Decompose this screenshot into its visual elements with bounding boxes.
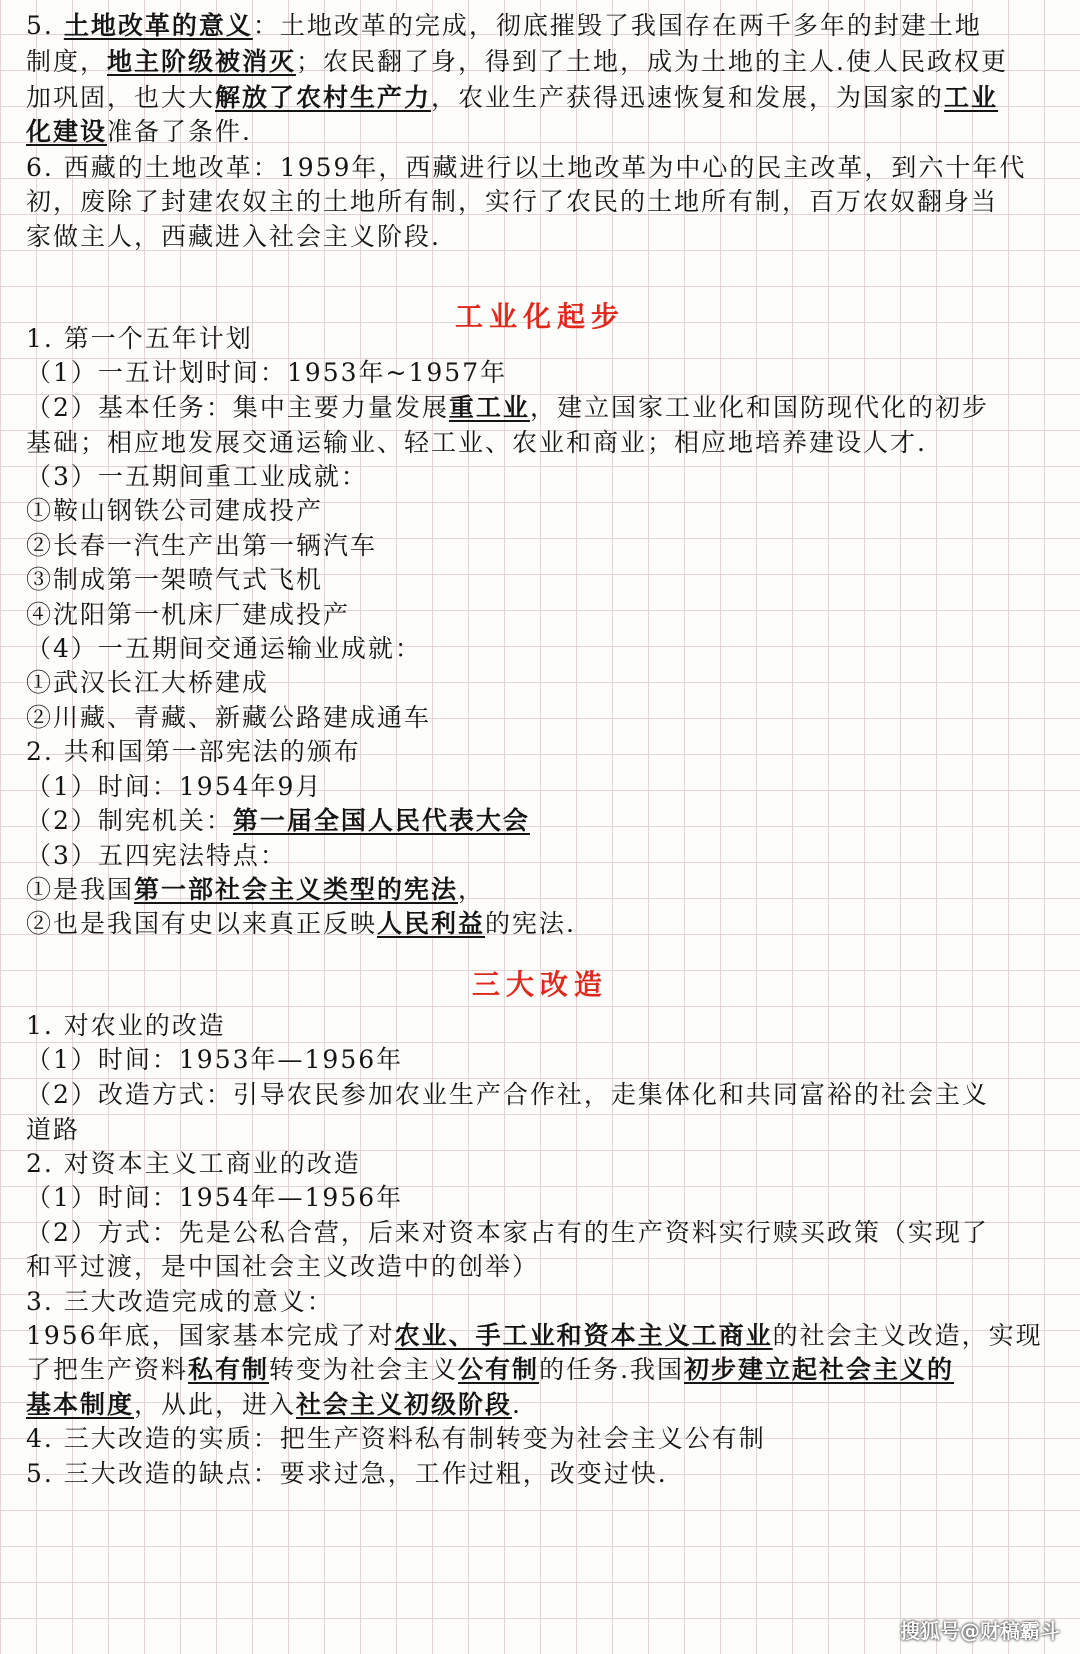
text-span: ①鞍山钢铁公司建成投产 — [26, 496, 324, 525]
text-span: 1. 对农业的改造 — [26, 1011, 226, 1040]
text-line — [26, 80, 1056, 116]
text-line — [26, 184, 1056, 220]
text-line — [26, 44, 1056, 80]
text-line — [26, 665, 1056, 701]
text-span: ②川藏、青藏、新藏公路建成通车 — [26, 703, 432, 732]
text-line — [26, 355, 1056, 391]
text-span: ，从此，进入 — [134, 1390, 297, 1419]
text-span: ①是我国 — [26, 875, 135, 904]
text-span: 的任务.我国 — [539, 1355, 685, 1384]
text-line — [26, 803, 1056, 839]
text-span: ，建立国家工业化和国防现代化的初步 — [529, 393, 989, 422]
text-line — [26, 459, 1056, 495]
text-span: （1）时间：1954年—1956年 — [26, 1183, 404, 1212]
text-line — [26, 1456, 1056, 1492]
text-span: 的宪法. — [485, 909, 576, 938]
text-span: ④沈阳第一机床厂建成投产 — [26, 600, 351, 629]
text-line — [26, 1249, 1056, 1285]
text-span: （1）一五计划时间：1953年~1957年 — [26, 358, 508, 387]
text-span: （2）改造方式：引导农民参加农业生产合作社，走集体化和共同富裕的社会主义 — [26, 1080, 989, 1109]
key-term: 基本制度 — [26, 1390, 135, 1419]
text-line — [26, 769, 1056, 805]
key-term: 第一部社会主义类型的宪法 — [134, 875, 459, 904]
text-line — [26, 114, 1056, 150]
key-term: 地主阶级被消灭 — [107, 47, 297, 76]
text-span: 基础；相应地发展交通运输业、轻工业、农业和商业；相应地培养建设人才. — [26, 428, 927, 457]
text-line — [26, 838, 1056, 874]
text-span: （3）一五期间重工业成就： — [26, 462, 368, 491]
text-span: ，农业生产获得迅速恢复和发展，为国家的 — [431, 83, 945, 112]
text-span: 初，废除了封建农奴主的土地所有制，实行了农民的土地所有制，百万农奴翻身当 — [26, 187, 999, 216]
text-span: （2）制宪机关： — [26, 806, 233, 835]
key-term: 人民利益 — [377, 909, 486, 938]
section-title-industrialization: 工业化起步 — [454, 300, 625, 333]
key-term: 解放了农村生产力 — [215, 83, 432, 112]
watermark: 搜狐号@财稿霸斗 — [900, 1619, 1060, 1643]
text-line — [26, 528, 1056, 564]
text-span: 1956年底，国家基本完成了对 — [26, 1321, 395, 1350]
key-term: 化建设 — [26, 117, 108, 146]
text-span: 和平过渡，是中国社会主义改造中的创举） — [26, 1252, 540, 1281]
key-term: 社会主义初级阶段 — [296, 1390, 513, 1419]
key-term: 初步建立起社会主义的 — [684, 1355, 955, 1384]
text-span: （1）时间：1954年9月 — [26, 772, 323, 801]
text-line — [26, 1112, 1056, 1148]
text-span: 2. 共和国第一部宪法的颁布 — [26, 737, 361, 766]
text-line — [26, 1318, 1056, 1354]
key-term: 土地改革的意义 — [63, 11, 253, 40]
text-span: ②长春一汽生产出第一辆汽车 — [26, 531, 378, 560]
text-span: 制度， — [26, 47, 108, 76]
text-line — [26, 1180, 1056, 1216]
text-line — [26, 219, 1056, 255]
text-span: ①武汉长江大桥建成 — [26, 668, 270, 697]
text-span: 转变为社会主义 — [269, 1355, 459, 1384]
text-span: 5. 三大改造的缺点：要求过急，工作过粗，改变过快. — [26, 1459, 668, 1488]
text-span: ， — [458, 875, 486, 904]
text-span: 4. 三大改造的实质：把生产资料私有制转变为社会主义公有制 — [26, 1424, 766, 1453]
text-line — [26, 1146, 1056, 1182]
key-term: 工业 — [944, 83, 999, 112]
text-line — [26, 1421, 1056, 1457]
text-span: 了把生产资料 — [26, 1355, 189, 1384]
text-line — [26, 1042, 1056, 1078]
text-line — [26, 1387, 1056, 1423]
text-line — [26, 1077, 1056, 1113]
text-line — [26, 425, 1056, 461]
text-span: ：土地改革的完成，彻底摧毁了我国存在两千多年的封建土地 — [252, 11, 982, 40]
text-span: 6. 西藏的土地改革：1959年，西藏进行以土地改革为中心的民主改革，到六十年代 — [26, 153, 1027, 182]
text-line — [26, 390, 1056, 426]
text-line — [26, 8, 1056, 44]
text-line — [26, 1352, 1056, 1388]
text-line — [26, 700, 1056, 736]
text-span: 1. 第一个五年计划 — [26, 324, 253, 353]
text-span: 家做主人，西藏进入社会主义阶段. — [26, 222, 441, 251]
key-term: 公有制 — [458, 1355, 540, 1384]
text-span: . — [512, 1390, 522, 1419]
text-line — [26, 597, 1056, 633]
text-span: ③制成第一架喷气式飞机 — [26, 565, 324, 594]
text-span: 准备了条件. — [107, 117, 252, 146]
text-line — [26, 906, 1056, 942]
text-line — [26, 1215, 1056, 1251]
key-term: 第一届全国人民代表大会 — [232, 806, 530, 835]
text-span: （3）五四宪法特点： — [26, 841, 287, 870]
text-line — [26, 150, 1056, 186]
text-line — [26, 1008, 1056, 1044]
text-span: （2）方式：先是公私合营，后来对资本家占有的生产资料实行赎买政策（实现了 — [26, 1218, 989, 1247]
text-span: 的社会主义改造，实现 — [772, 1321, 1043, 1350]
text-line — [26, 631, 1056, 667]
text-line — [26, 734, 1056, 770]
text-span: 道路 — [26, 1115, 81, 1144]
text-span: 5. — [26, 11, 64, 40]
key-term: 私有制 — [188, 1355, 270, 1384]
text-span: （2）基本任务：集中主要力量发展 — [26, 393, 449, 422]
text-span: 3. 三大改造完成的意义： — [26, 1287, 334, 1316]
text-span: ②也是我国有史以来真正反映 — [26, 909, 378, 938]
key-term: 重工业 — [448, 393, 530, 422]
text-line — [26, 872, 1056, 908]
text-span: （4）一五期间交通运输业成就： — [26, 634, 422, 663]
text-span: 加巩固，也大大 — [26, 83, 216, 112]
text-line — [26, 1284, 1056, 1320]
text-span: （1）时间：1953年—1956年 — [26, 1045, 404, 1074]
text-line — [26, 493, 1056, 529]
key-term: 农业、手工业和资本主义工商业 — [394, 1321, 773, 1350]
text-span: 2. 对资本主义工商业的改造 — [26, 1149, 361, 1178]
text-line — [26, 562, 1056, 598]
section-title-three-transformations: 三大改造 — [471, 968, 608, 1001]
text-span: ；农民翻了身，得到了土地，成为土地的主人.使人民政权更 — [296, 47, 1008, 76]
